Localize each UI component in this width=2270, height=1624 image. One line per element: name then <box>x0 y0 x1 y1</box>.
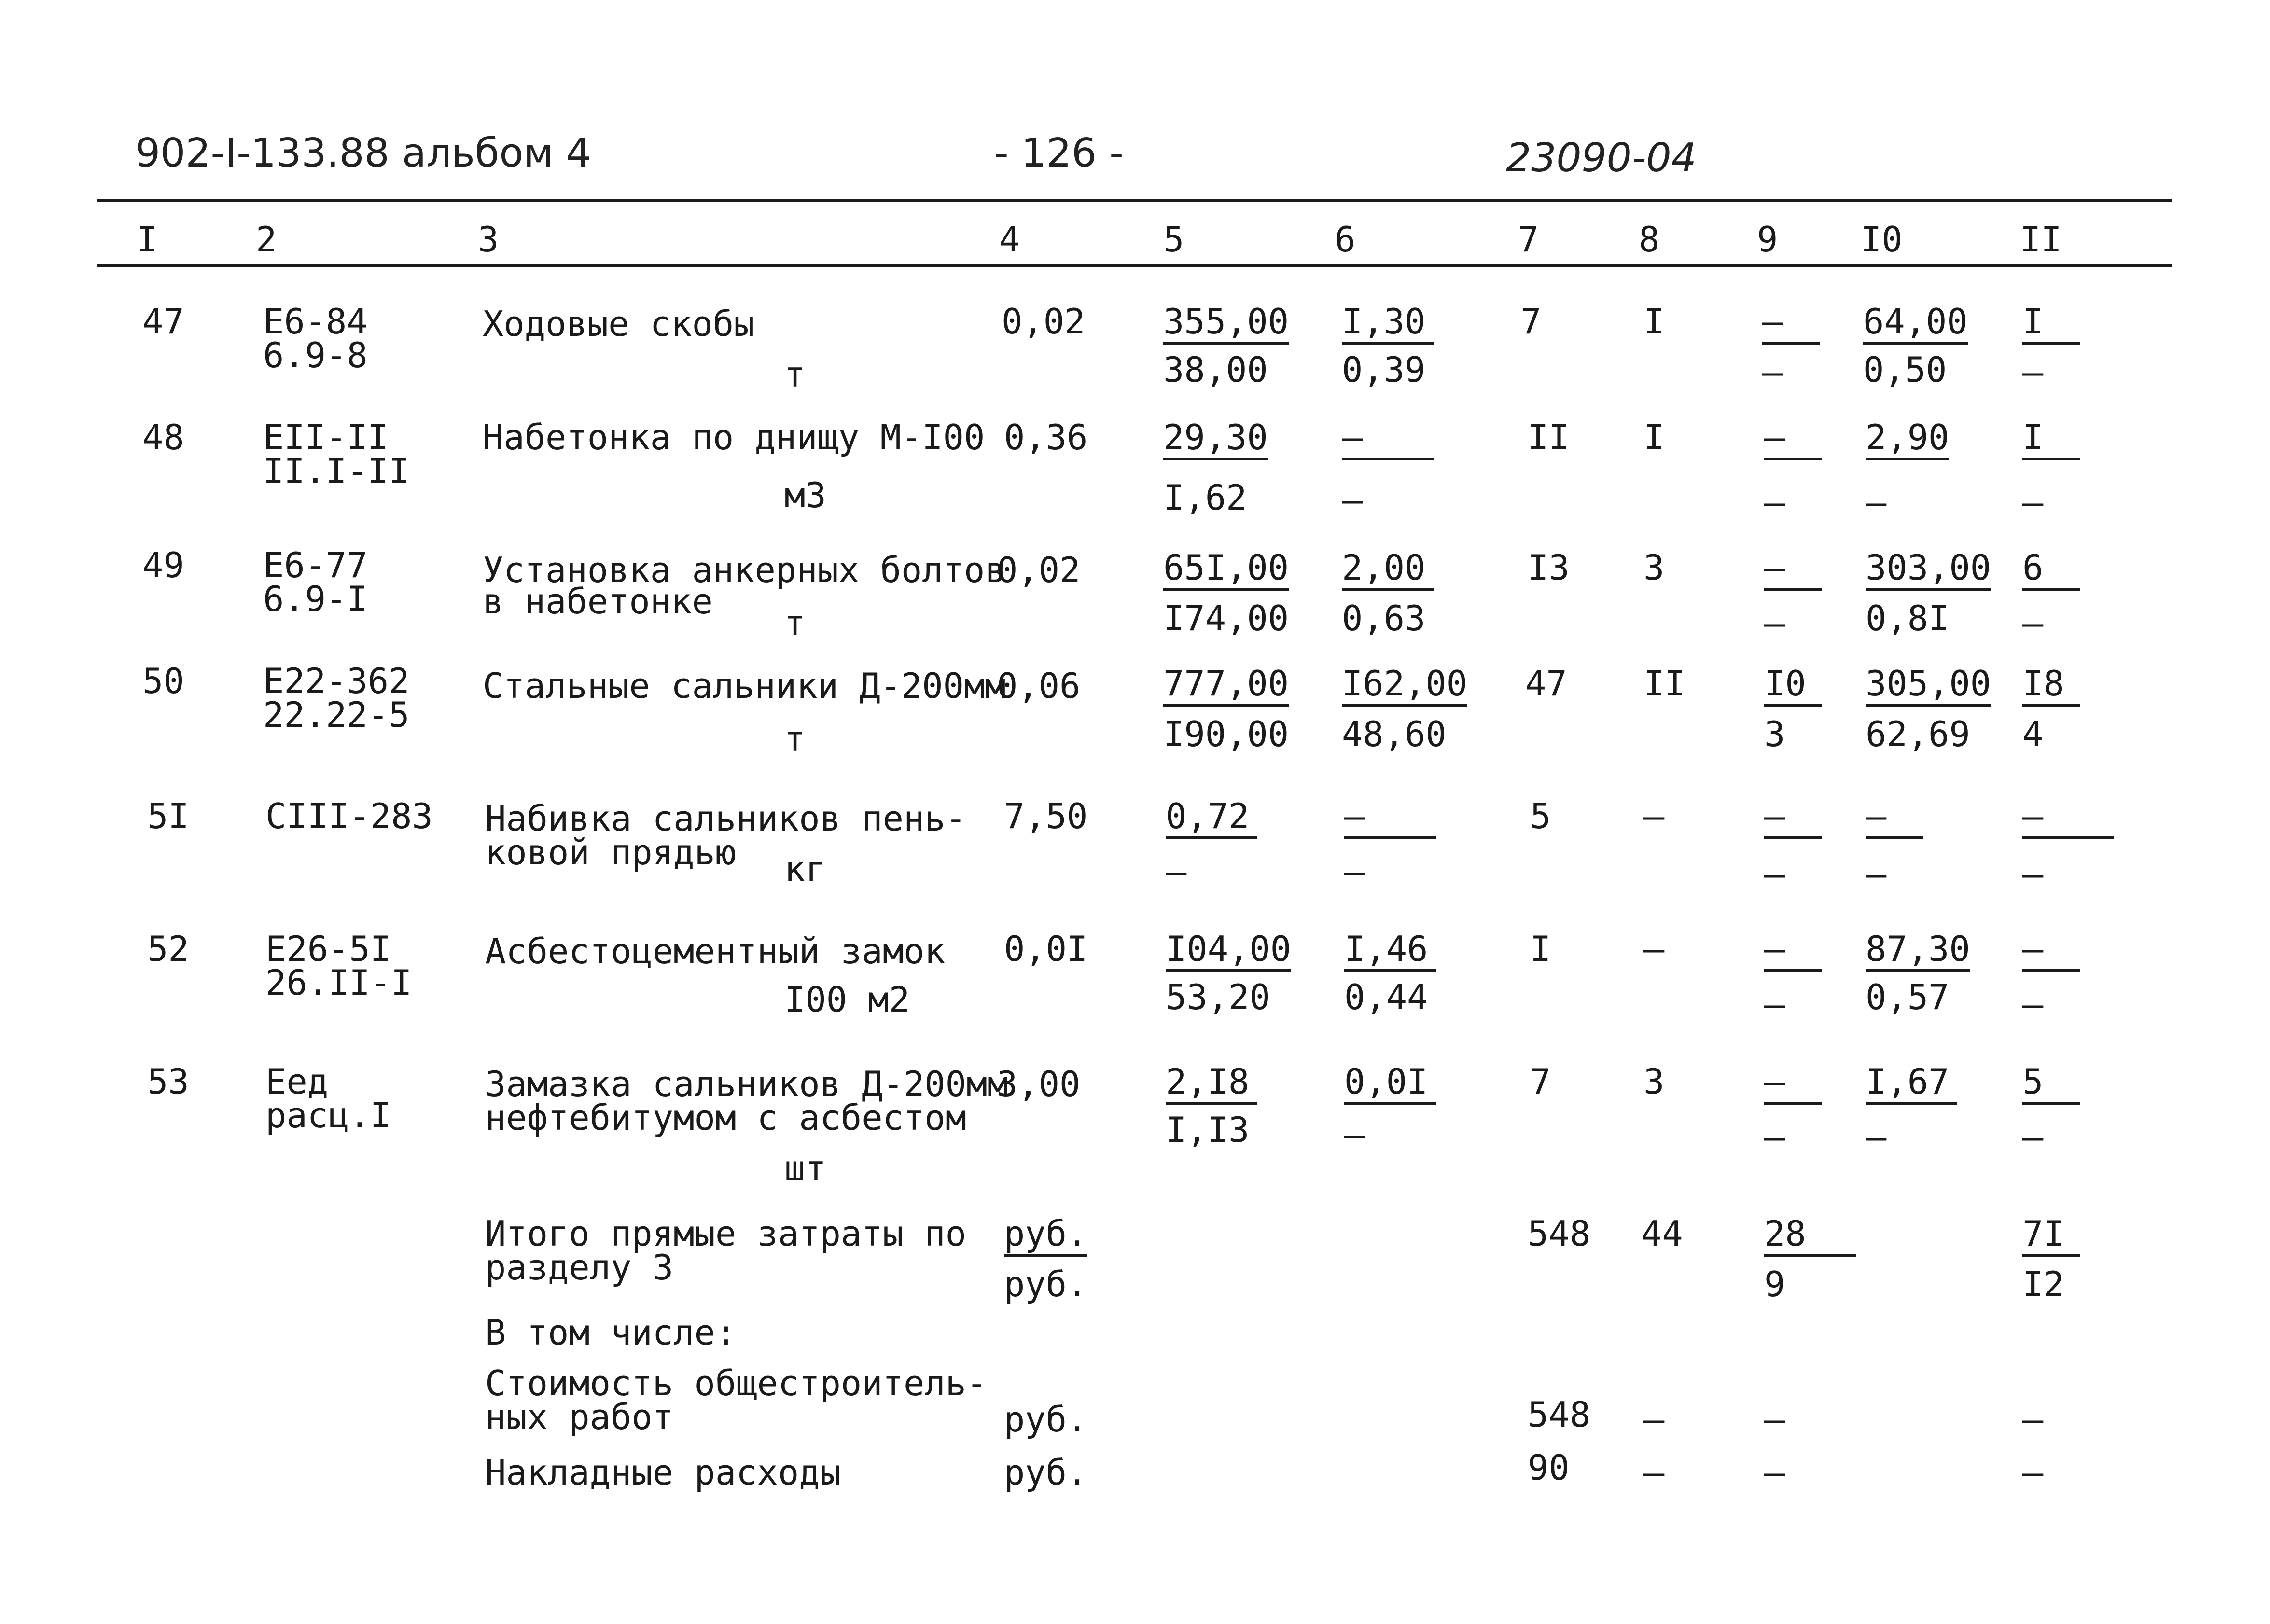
labor-unit: 64,00 <box>1863 304 1968 345</box>
norm-code: СIII-283 <box>265 796 433 836</box>
labor-unit-machine: 62,69 <box>1866 714 1970 754</box>
labor-unit-machine: – <box>1866 482 1887 523</box>
labor-unit: 303,00 <box>1866 550 1991 591</box>
totals-cost: 548 <box>1528 1213 1591 1254</box>
work-name: Ходовые скобы <box>483 304 755 344</box>
labor-total: – <box>2022 799 2114 839</box>
totals-unit: руб. <box>1004 1216 1087 1257</box>
unit-cost-wages: – <box>1166 851 1187 892</box>
unit-cost-wages: I,62 <box>1163 477 1247 518</box>
machine-cost-wages: 0,44 <box>1344 977 1428 1017</box>
general-cost: 548 <box>1528 1394 1591 1435</box>
labor-total-machine: – <box>2022 352 2044 392</box>
column-header: 6 <box>1335 219 1356 260</box>
quantity: 0,06 <box>997 666 1081 706</box>
work-name: Асбестоцементный замок <box>485 931 946 972</box>
labor-total: I <box>2022 304 2080 345</box>
machine-cost-wages: – <box>1344 1114 1365 1155</box>
machine-total: – <box>1764 931 1822 972</box>
overhead-cost: 90 <box>1528 1447 1570 1488</box>
labor-unit: – <box>1866 799 1923 839</box>
machine-cost: – <box>1344 799 1436 839</box>
header-rule <box>97 264 2172 267</box>
unit-cost-wages: I,I3 <box>1166 1110 1250 1150</box>
column-header: I0 <box>1861 219 1903 260</box>
general-wages: – <box>1643 1399 1665 1440</box>
norm-code: Е6-84 <box>263 301 368 342</box>
machine-cost: 2,00 <box>1342 550 1434 591</box>
work-name: Замазка сальников Д-200мм <box>485 1064 1008 1104</box>
norm-code-sub: II.I-II <box>263 451 410 491</box>
totals-labor-machine: I2 <box>2022 1264 2064 1305</box>
unit: шт <box>784 1148 826 1189</box>
machine-cost: 0,0I <box>1344 1064 1436 1105</box>
quantity: 0,02 <box>997 550 1081 590</box>
total-cost: II <box>1528 417 1570 458</box>
machine-total-wages: 3 <box>1764 714 1785 754</box>
norm-code: Е6-77 <box>263 545 368 585</box>
unit: т <box>784 719 806 759</box>
labor-total: I <box>2022 420 2080 460</box>
unit-cost: 0,72 <box>1166 799 1257 839</box>
wages: 3 <box>1643 1061 1665 1102</box>
general-labor: – <box>2022 1399 2044 1440</box>
labor-total: 6 <box>2022 550 2080 591</box>
unit-cost-wages: 53,20 <box>1166 977 1270 1017</box>
machine-total: – <box>1764 420 1822 460</box>
machine-total-wages: – <box>1764 854 1785 894</box>
work-name-continued: нефтебитумом с асбестом <box>485 1097 966 1138</box>
labor-unit-machine: – <box>1866 1117 1887 1157</box>
norm-code-sub: расц.I <box>265 1095 391 1136</box>
work-name: Набивка сальников пень- <box>485 798 966 839</box>
wages: I <box>1643 417 1665 458</box>
labor-total-machine: – <box>2022 482 2044 523</box>
row-number: 52 <box>147 929 189 969</box>
overhead-machine: – <box>1764 1452 1785 1493</box>
machine-total: – <box>1764 1064 1822 1105</box>
machine-cost-wages: – <box>1344 851 1365 892</box>
norm-code: Е22-362 <box>263 661 410 701</box>
labor-unit: 305,00 <box>1866 666 1991 707</box>
machine-total-wages: – <box>1764 1117 1785 1157</box>
total-cost: 7 <box>1530 1061 1551 1102</box>
overhead-label: Накладные расходы <box>485 1452 841 1493</box>
machine-total: – <box>1762 304 1820 345</box>
machine-cost: I,30 <box>1342 304 1434 345</box>
machine-cost: I,46 <box>1344 931 1436 972</box>
labor-total-machine: 4 <box>2022 714 2044 754</box>
unit-cost: 355,00 <box>1163 304 1289 345</box>
quantity: 0,0I <box>1004 929 1088 969</box>
total-cost: 47 <box>1525 663 1567 704</box>
norm-code-sub: 6.9-I <box>263 579 368 619</box>
totals-unit-wages: руб. <box>1004 1264 1088 1305</box>
unit-cost: I04,00 <box>1166 931 1291 972</box>
labor-total-machine: – <box>2022 1117 2044 1157</box>
work-name: Стальные сальники Д-200мм <box>483 666 1006 706</box>
general-unit: руб. <box>1004 1399 1088 1440</box>
machine-total-wages: – <box>1764 984 1785 1025</box>
column-header: 4 <box>999 219 1020 260</box>
labor-unit-machine: 0,8I <box>1866 598 1950 638</box>
norm-code-sub: 6.9-8 <box>263 335 368 375</box>
page-number: - 126 - <box>994 130 1124 176</box>
row-number: 5I <box>147 796 189 836</box>
labor-total-machine: – <box>2022 854 2044 894</box>
general-label-continued: ных работ <box>485 1397 674 1437</box>
labor-unit: 87,30 <box>1866 931 1970 972</box>
wages: – <box>1643 796 1665 836</box>
machine-cost-wages: – <box>1342 480 1363 520</box>
total-cost: I <box>1530 929 1551 969</box>
column-header: 5 <box>1163 219 1184 260</box>
machine-cost: – <box>1342 420 1434 460</box>
machine-total: – <box>1764 550 1822 591</box>
labor-total-machine: – <box>2022 603 2044 643</box>
column-header: 3 <box>478 219 499 260</box>
work-name-continued: ковой прядью <box>485 832 737 873</box>
total-cost: 7 <box>1520 301 1542 342</box>
machine-cost-wages: 0,63 <box>1342 598 1426 638</box>
row-number: 50 <box>142 661 184 701</box>
quantity: 0,36 <box>1004 417 1088 458</box>
machine-total-wages: – <box>1762 352 1783 392</box>
row-number: 49 <box>142 545 184 585</box>
labor-total: 5 <box>2022 1064 2080 1105</box>
labor-total: I8 <box>2022 666 2080 707</box>
unit-cost: 65I,00 <box>1163 550 1289 591</box>
labor-unit-machine: 0,50 <box>1863 349 1947 390</box>
unit-cost: 777,00 <box>1163 666 1289 707</box>
machine-cost-wages: 0,39 <box>1342 349 1426 390</box>
total-cost: 5 <box>1530 796 1551 836</box>
unit: т <box>784 603 806 643</box>
quantity: 0,02 <box>1002 301 1086 342</box>
wages: 3 <box>1643 547 1665 588</box>
norm-code-sub: 22.22-5 <box>263 694 410 735</box>
totals-machine-wages: 9 <box>1764 1264 1785 1305</box>
unit: кг <box>784 849 826 889</box>
unit-cost: 29,30 <box>1163 420 1268 460</box>
machine-cost-wages: 48,60 <box>1342 714 1447 754</box>
unit-cost-wages: I74,00 <box>1163 598 1289 638</box>
totals-label-continued: разделу 3 <box>485 1247 674 1288</box>
machine-cost: I62,00 <box>1342 666 1467 707</box>
work-name-continued: в набетонке <box>483 581 713 622</box>
general-machine: – <box>1764 1399 1785 1440</box>
row-number: 53 <box>147 1061 189 1102</box>
labor-unit: I,67 <box>1866 1064 1957 1105</box>
labor-total: – <box>2022 931 2080 972</box>
norm-code: Еед <box>265 1061 329 1102</box>
total-cost: I3 <box>1528 547 1570 588</box>
unit-cost-wages: 38,00 <box>1163 349 1268 390</box>
machine-total-wages: – <box>1764 603 1785 643</box>
quantity: 3,00 <box>997 1064 1081 1104</box>
top-rule <box>97 199 2172 202</box>
norm-code: Е26-5I <box>265 929 391 969</box>
row-number: 47 <box>142 301 184 342</box>
labor-unit-machine: – <box>1866 854 1887 894</box>
wages: II <box>1643 663 1685 704</box>
machine-total: I0 <box>1764 666 1822 707</box>
including-label: В том числе: <box>485 1312 737 1353</box>
machine-total-wages: – <box>1764 482 1785 523</box>
row-number: 48 <box>142 417 184 458</box>
work-name: Установка анкерных болтов <box>483 550 1006 590</box>
norm-code: ЕII-II <box>263 417 389 458</box>
labor-total-machine: – <box>2022 984 2044 1025</box>
unit: I00 м2 <box>784 979 910 1020</box>
totals-labor: 7I <box>2022 1216 2080 1257</box>
quantity: 7,50 <box>1004 796 1088 836</box>
document-code: 902-I-133.88 альбом 4 <box>135 130 591 176</box>
unit: м3 <box>784 475 826 515</box>
machine-total: – <box>1764 799 1822 839</box>
totals-label: Итого прямые затраты по <box>485 1213 966 1254</box>
column-header: II <box>2020 219 2062 260</box>
labor-unit: 2,90 <box>1866 420 1949 460</box>
overhead-labor: – <box>2022 1452 2044 1493</box>
work-name: Набетонка по днищу М-I00 <box>483 417 985 458</box>
general-label: Стоимость общестроитель- <box>485 1363 988 1403</box>
column-header: 9 <box>1757 219 1778 260</box>
totals-wages: 44 <box>1641 1213 1683 1254</box>
norm-code-sub: 26.II-I <box>265 962 412 1003</box>
unit-cost: 2,I8 <box>1166 1064 1257 1105</box>
wages: I <box>1643 301 1665 342</box>
column-header: 7 <box>1518 219 1539 260</box>
overhead-wages: – <box>1643 1452 1665 1493</box>
labor-unit-machine: 0,57 <box>1866 977 1950 1017</box>
column-header: I <box>137 219 158 260</box>
totals-machine: 28 <box>1764 1216 1856 1257</box>
inventory-number: 23090-04 <box>1506 135 1697 181</box>
column-header: 8 <box>1639 219 1660 260</box>
overhead-unit: руб. <box>1004 1452 1088 1493</box>
unit-cost-wages: I90,00 <box>1163 714 1289 754</box>
column-header: 2 <box>256 219 277 260</box>
unit: т <box>784 354 806 395</box>
wages: – <box>1643 929 1665 969</box>
